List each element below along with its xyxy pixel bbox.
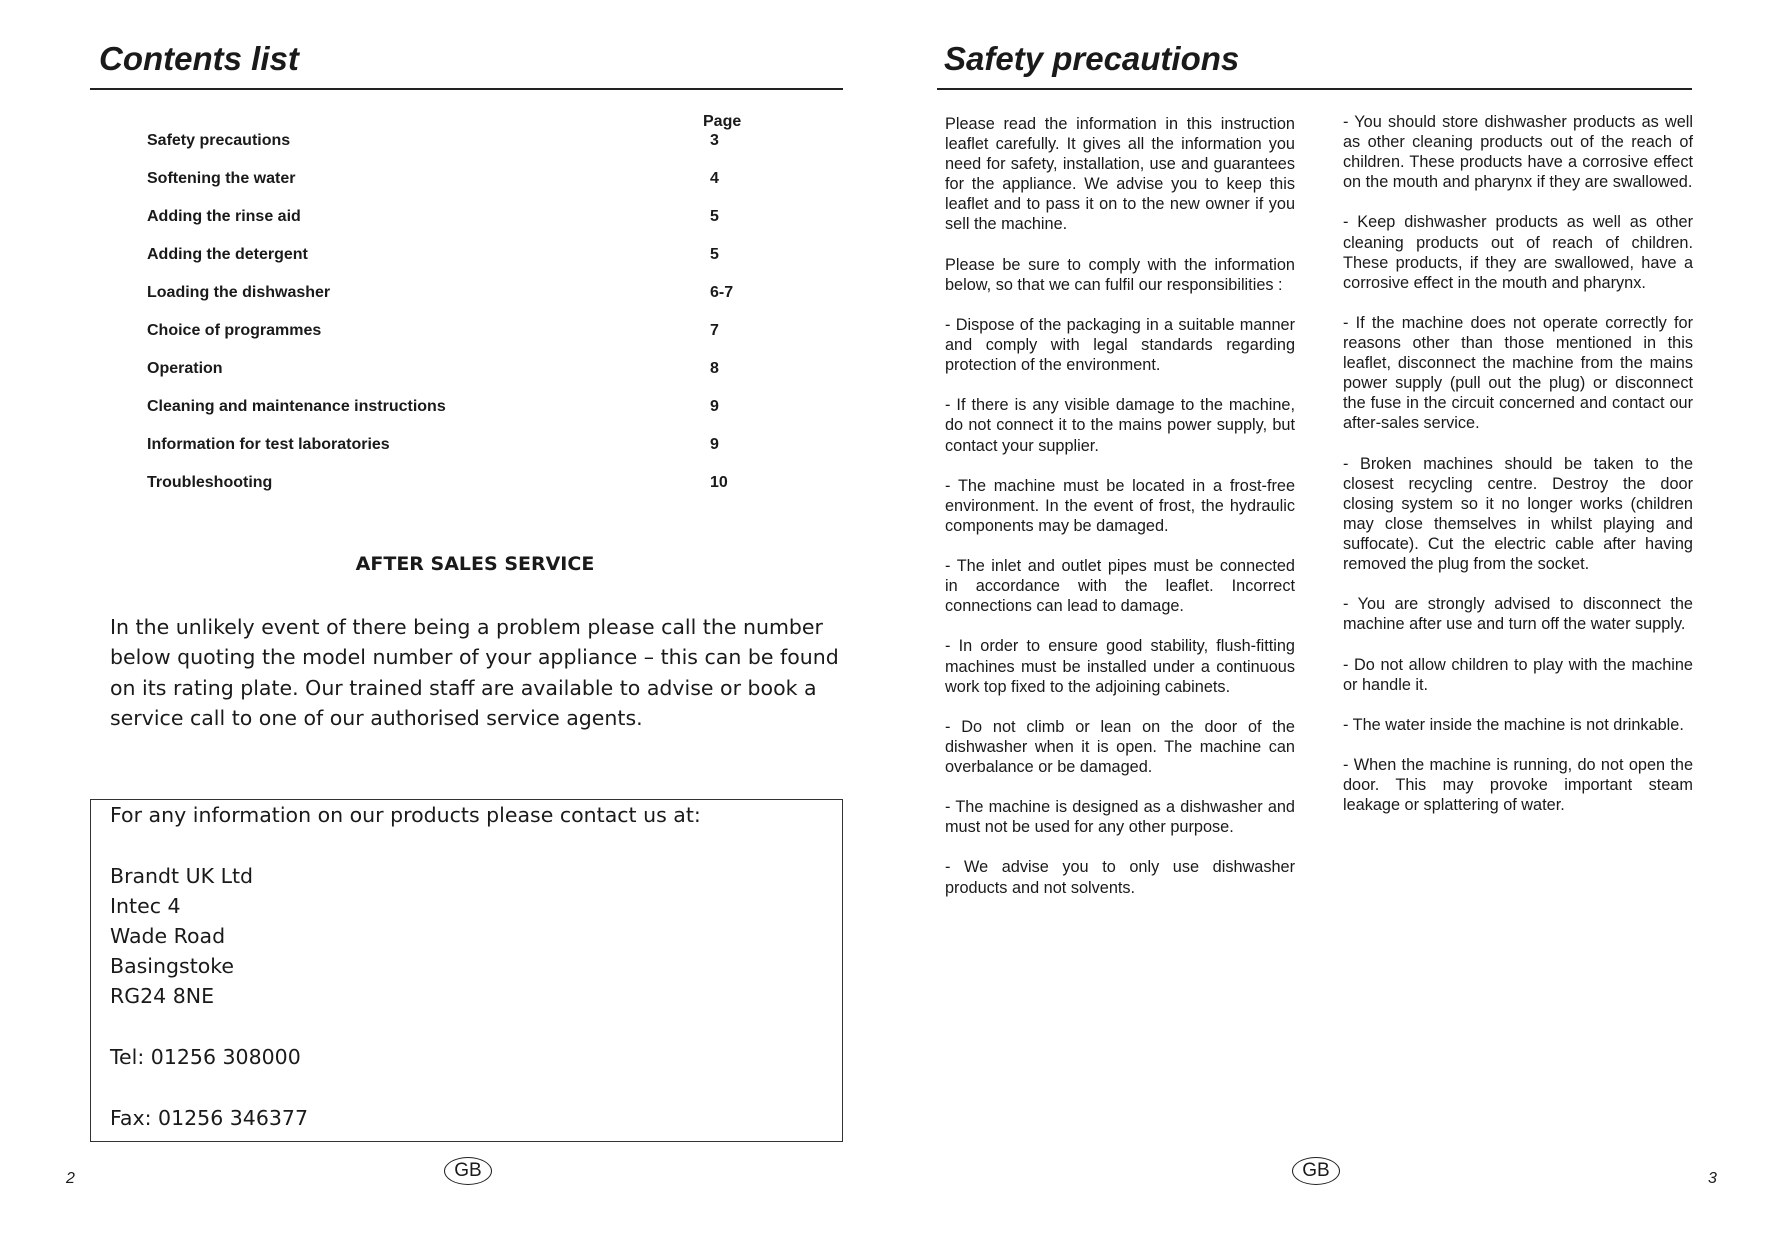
toc-label: Choice of programmes [147,322,322,339]
safety-column-1 [945,114,1295,918]
toc-row [147,284,747,302]
toc-page: 3 [710,132,719,149]
safety-paragraph: - You should store dishwasher products as well as other cleaning products out of the reach of children. These products have a corrosive effect on the mouth and pharynx if they are swallowed. [1343,113,1693,192]
safety-paragraph: - The machine is designed as a dishwasher and must not be used for any other purpose. [945,798,1295,837]
safety-paragraph: - The machine must be located in a frost-free environment. In the event of frost, the hydraulic components may be damaged. [945,476,1295,535]
safety-paragraph: - Do not allow children to play with the machine or handle it. [1343,655,1693,694]
toc-row [147,398,747,416]
toc-row [147,360,747,378]
toc-page: 9 [710,436,719,453]
contact-fax: Fax: 01256 346377 [110,1106,309,1130]
safety-paragraph: - The inlet and outlet pipes must be connected in accordance with the leaflet. Incorrect connections can lead to damage. [945,557,1295,616]
safety-title: Safety precautions [944,40,1240,77]
toc-label: Safety precautions [147,132,291,149]
safety-paragraph: - We advise you to only use dishwasher products and not solvents. [945,858,1295,897]
safety-paragraph: - Broken machines should be taken to the closest recycling centre. Destroy the door closing system so it no longer works (children may close themselves in whilst playing and suffocate). Cut the electric cable after having removed the plug from the socket. [1343,454,1693,574]
safety-paragraph: - Do not climb or lean on the door of the dishwasher when it is open. The machine can overbalance or be damaged. [945,717,1295,776]
toc-row [147,436,747,454]
gb-badge: GB [444,1157,492,1185]
page-number: 2 [66,1170,75,1187]
page-number: 3 [1708,1170,1717,1187]
toc-page-header: Page [703,113,742,130]
gb-badge: GB [1292,1157,1340,1185]
toc-page: 6-7 [710,284,734,301]
toc-page: 9 [710,398,719,415]
toc-label: Softening the water [147,170,296,187]
toc-row [147,208,747,226]
toc-label: Information for test laboratories [147,436,390,453]
address-line: Basingstoke [110,954,235,978]
safety-paragraph: - You are strongly advised to disconnect the machine after use and turn off the water supply. [1343,595,1693,634]
toc-page: 10 [710,474,728,491]
safety-paragraph: - In order to ensure good stability, flush-fitting machines must be installed under a continuous work top fixed to the adjoining cabinets. [945,637,1295,696]
toc-page: 5 [710,208,719,225]
address-line: Brandt UK Ltd [110,864,254,888]
toc-row [147,132,747,150]
toc-label: Troubleshooting [147,474,273,491]
toc-label: Adding the rinse aid [147,208,301,225]
toc-row [147,322,747,340]
toc-row [147,170,747,188]
toc-label: Loading the dishwasher [147,284,331,301]
toc-page: 5 [710,246,719,263]
safety-paragraph: Please read the information in this instruction leaflet carefully. It gives all the information you need for safety, installation, use and guarantees for the appliance. We advise you to keep this leaflet and to pass it on to the new owner if you sell the machine. [945,115,1295,234]
contact-intro: For any information on our products please contact us at: [110,803,701,827]
address-line: RG24 8NE [110,984,215,1008]
contents-title: Contents list [99,40,299,77]
toc-row [147,246,747,264]
after-sales-heading: AFTER SALES SERVICE [355,553,595,575]
contact-tel: Tel: 01256 308000 [110,1045,301,1069]
safety-paragraph: - If there is any visible damage to the machine, do not connect it to the mains power supply, but contact your supplier. [945,396,1295,455]
safety-paragraph: Please be sure to comply with the information below, so that we can fulfil our responsibilities : [945,255,1295,294]
title-rule [90,88,843,90]
contact-box [90,799,843,1142]
toc-label: Cleaning and maintenance instructions [147,398,446,415]
safety-paragraph: - When the machine is running, do not open the door. This may provoke important steam leakage or splattering of water. [1343,756,1693,815]
safety-paragraph: - Keep dishwasher products as well as other cleaning products out of reach of children. These products, if they are swallowed, have a corrosive effect in the mouth and pharynx. [1343,213,1693,292]
address-line: Intec 4 [110,894,181,918]
toc-page: 4 [710,170,719,187]
toc-page: 7 [710,322,719,339]
safety-paragraph: - Dispose of the packaging in a suitable manner and comply with legal standards regarding protection of the environment. [945,315,1295,375]
toc-row [147,474,747,492]
toc-page: 8 [710,360,719,377]
address-line: Wade Road [110,924,226,948]
title-rule [937,88,1692,90]
toc-label: Operation [147,360,223,377]
safety-paragraph: - If the machine does not operate correctly for reasons other than those mentioned in this leaflet, disconnect the machine from the mains power supply (pull out the plug) or disconnect the fuse in the circuit concerned and contact our after-sales service. [1343,313,1693,433]
safety-paragraph: - The water inside the machine is not drinkable. [1343,715,1684,734]
toc-label: Adding the detergent [147,246,308,263]
after-sales-text: In the unlikely event of there being a problem please call the number below quoting the model number of your appliance – this can be found on its rating plate. Our trained staff are available to advise or book a service call to one of our authorised service agents. [110,615,839,730]
safety-column-2 [1343,112,1693,835]
